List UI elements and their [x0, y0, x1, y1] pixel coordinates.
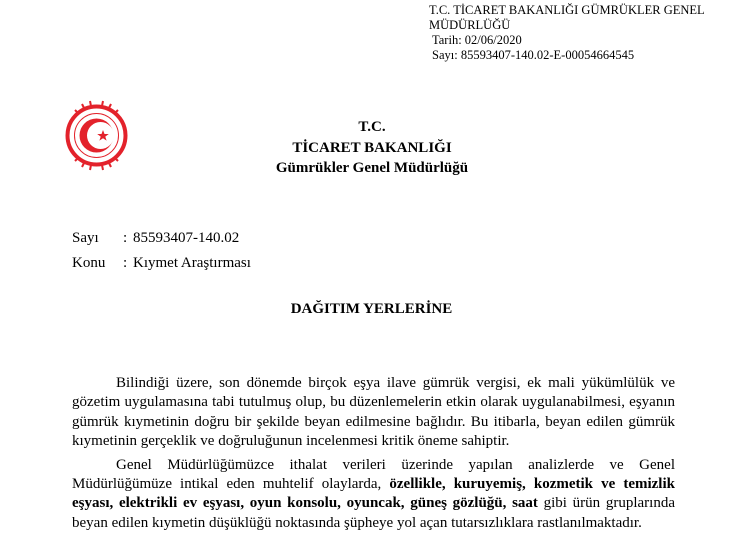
header-number: Sayı: 85593407-140.02-E-00054664545: [432, 48, 635, 62]
body-paragraph-2-intro: Genel Müdürlüğümüzce ithalat verileri üzerinde yapılan analizlerde ve Genel Müdürlüğümüze intikal eden muhtelif olaylarda,: [72, 456, 675, 493]
title-directorate: Gümrükler Genel Müdürlüğü: [275, 160, 469, 176]
body-paragraph-2-highlight: özellikle, kuruyemiş, kozmetik ve temizlik eşyası, elektrikli ev eşyası, oyun konsolu, oyuncak, güneş gözlüğü, saat: [72, 476, 675, 512]
document-header: [429, 3, 729, 63]
title-ministry: TİCARET BAKANLIĞI: [292, 139, 452, 156]
header-org-line1: T.C. TİCARET BAKANLIĞI GÜMRÜKLER GENEL: [429, 3, 705, 17]
meta-sayi-value: 85593407-140.02: [133, 230, 240, 246]
meta-konu-row: [72, 255, 251, 272]
document-body: [72, 374, 675, 533]
body-paragraph-2: [72, 456, 675, 534]
title-block: [190, 117, 554, 179]
title-tc: T.C.: [358, 119, 386, 135]
meta-konu-separator: :: [123, 255, 128, 271]
meta-sayi-row: [72, 230, 239, 247]
body-paragraph-2-rest: gibi ürün gruplarında beyan edilen kıymetin düşüklüğü noktasında şüpheye yol açan tutarsızlıklara rastlanılmaktadır.: [72, 495, 675, 531]
meta-sayi-separator: :: [123, 230, 128, 246]
body-paragraph-1: Bilindiği üzere, son dönemde birçok eşya ilave gümrük vergisi, ek mali yükümlülük ve gözetim uygulamasına tabi tutulmuş olup, bu düzenlemelerin etkin olarak uygulanabilmesi, eşyanın gümrük kıymetinin doğru bir şekilde beyan edilmesine bağlıdır. Bu itibarla, beyan edilen gümrük kıymetinin gerçeklik ve doğruluğunun incelenmesi kritik öneme sahiptir.: [72, 375, 675, 450]
header-org-line2: MÜDÜRLÜĞÜ: [429, 18, 511, 32]
header-date: Tarih: 02/06/2020: [432, 33, 522, 47]
meta-konu-label: Konu: [72, 255, 106, 271]
meta-konu-value: Kıymet Araştırması: [133, 255, 251, 271]
meta-sayi-label: Sayı: [72, 230, 99, 246]
ministry-seal-icon: [65, 91, 128, 180]
recipient-heading: DAĞITIM YERLERİNE: [290, 301, 453, 317]
